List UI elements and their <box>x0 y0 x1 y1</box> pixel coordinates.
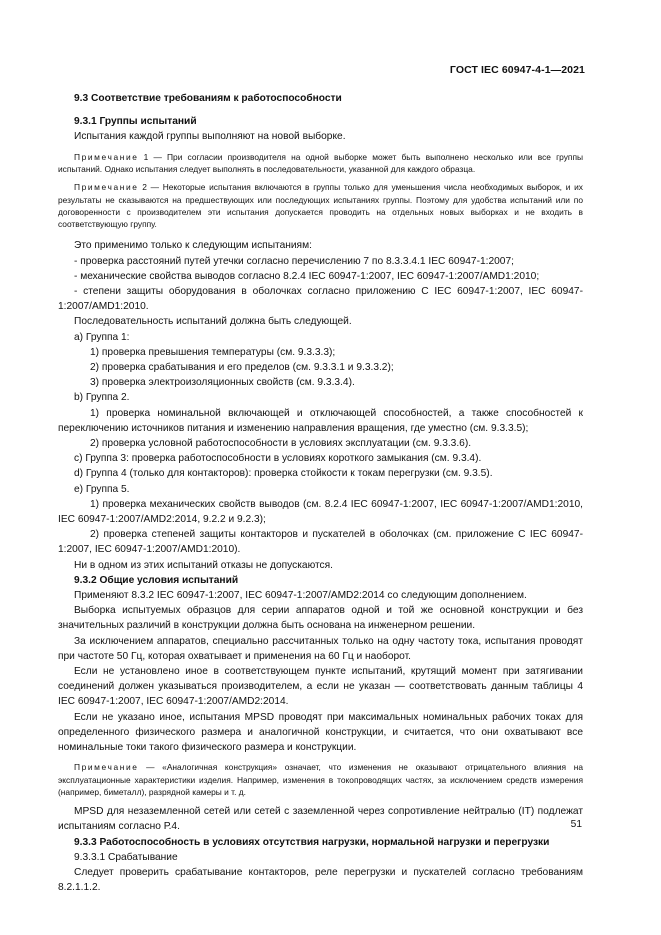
page-content <box>58 91 583 895</box>
standard-header: ГОСТ IEC 60947-4-1—2021 <box>449 64 585 76</box>
section-9-3-1-title: 9.3.1 Группы испытаний <box>74 116 197 128</box>
paragraph: MPSD для незаземленной сетей или сетей с заземленной через сопротивление нейтралью (IT) подлежат испытаниям согласно Р.4. <box>58 806 583 833</box>
paragraph: За исключением аппаратов, специально рассчитанных только на одну частоту тока, испытания проводят при частоте 50 Гц, которая охватывает и применения на 60 Гц и наоборот. <box>58 635 583 662</box>
note-label: Примечание <box>74 182 139 193</box>
group-label: c) Группа 3: проверка работоспособности в условиях короткого замыкания (см. 9.3.4). <box>74 453 482 465</box>
page-number: 51 <box>570 819 582 830</box>
group-item: 2) проверка срабатывания и его пределов (см. 9.3.3.1 и 9.3.3.2); <box>90 362 394 374</box>
section-9-3-1-text: Испытания каждой группы выполняют на новой выборке. <box>74 131 346 143</box>
section-9-3-title: 9.3 Соответствие требованиям к работоспособности <box>74 93 342 104</box>
sequence-closing: Ни в одном из этих испытаний отказы не допускаются. <box>74 559 333 571</box>
note-label: Примечание <box>74 151 139 162</box>
group-label: b) Группа 2. <box>74 392 130 404</box>
note-1 <box>58 151 583 176</box>
paragraph: Если не указано иное, испытания MPSD проводят при максимальных номинальных рабочих токах для определенного физического размера и аналогичной конструкции, и считается, что они охватывают все номинальные токи такого физического размера и конструкции. <box>58 711 583 754</box>
note-text: 1 — При согласии производителя на одной выборке может быть выполнено несколько или все группы испытаний. Однако испытания следует выполнять в последовательности, указанной для каждого образца. <box>58 151 583 174</box>
group-item: 1) проверка номинальной включающей и отключающей способностей, а также способностей к переключению источников питания и изменению направления вращения, где уместно (см. 9.3.3.5); <box>58 407 583 434</box>
paragraph: Если не установлено иное в соответствующем пункте испытаний, крутящий момент при затягивании соединений должен указываться производителем, а если не указан — соответствовать данным таблицы 4 IEC 60947-1:2007, IEC 60947-1:2007/AMD2:2014. <box>58 666 583 708</box>
paragraph: Применяют 8.3.2 IEC 60947-1:2007, IEC 60947-1:2007/AMD2:2014 со следующим дополнением. <box>74 590 527 602</box>
note-2 <box>58 181 583 230</box>
note-text: — «Аналогичная конструкция» означает, что изменения не оказывают отрицательного влияния на эксплуатационные характеристики изделия. Например, изменения в токопроводящих частях, за исключением средств измерения (например, биметалл), разрядной камеры и т. д. <box>58 762 583 797</box>
section-9-3-2-title: 9.3.2 Общие условия испытаний <box>74 574 239 586</box>
group-item: 2) проверка условной работоспособности в условиях эксплуатации (см. 9.3.3.6). <box>90 438 472 450</box>
applicable-intro: Это применимо только к следующим испытаниям: <box>74 240 312 252</box>
group-item: 2) проверка степеней защиты контакторов и пускателей в оболочках (см. приложение С IEC 60947-1:2007, IEC 60947-1:2007/AMD1:2010). <box>58 529 583 556</box>
note-3 <box>58 761 583 798</box>
note-label: Примечание <box>74 762 139 773</box>
group-label: e) Группа 5. <box>74 483 130 495</box>
section-9-3-3-1-title: 9.3.3.1 Срабатывание <box>74 851 178 863</box>
section-9-3-3-1-text: Следует проверить срабатывание контакторов, реле перегрузки и пускателей согласно требованиям 8.2.1.1.2. <box>58 867 583 894</box>
applicable-item: - степени защиты оборудования в оболочках согласно приложению С IEC 60947-1:2007, IEC 60947-1:2007/AMD1:2010. <box>58 286 583 313</box>
note-text: 2 — Некоторые испытания включаются в группы только для уменьшения числа необходимых выборок, и их результаты не сказываются на предшествующих или последующих испытаниях группы. Поэтому для удобства испытаний или по договоренности с производителем эти испытания допускается проводить на отдельных новых выборках и не входить в соответствующую группу. <box>58 182 583 230</box>
applicable-item: - механические свойства выводов согласно 8.2.4 IEC 60947-1:2007, IEC 60947-1:2007/AMD1:2010; <box>74 270 540 282</box>
group-item: 3) проверка электроизоляционных свойств (см. 9.3.3.4). <box>90 377 355 389</box>
sequence-intro: Последовательность испытаний должна быть следующей. <box>74 316 352 328</box>
group-label: d) Группа 4 (только для контакторов): проверка стойкости к токам перегрузки (см. 9.3.5). <box>74 468 493 480</box>
group-item: 1) проверка превышения температуры (см. 9.3.3.3); <box>90 346 336 358</box>
group-label: a) Группа 1: <box>74 331 130 343</box>
group-item: 1) проверка механических свойств выводов (см. 8.2.4 IEC 60947-1:2007, IEC 60947-1:2007/AMD1:2010, IEC 60947-1:2007/AMD2:2014, 9.2.2 и 9.2.3); <box>58 498 583 526</box>
section-9-3-3-title: 9.3.3 Работоспособность в условиях отсутствия нагрузки, нормальной нагрузки и перегрузки <box>74 836 550 848</box>
paragraph: Выборка испытуемых образцов для серии аппаратов одной и той же основной конструкции и без значительных различий в конструкции должна быть основана на инженерном решении. <box>58 605 583 632</box>
applicable-item: - проверка расстояний путей утечки согласно перечислению 7 по 8.3.3.4.1 IEC 60947-1:2007; <box>74 255 514 267</box>
